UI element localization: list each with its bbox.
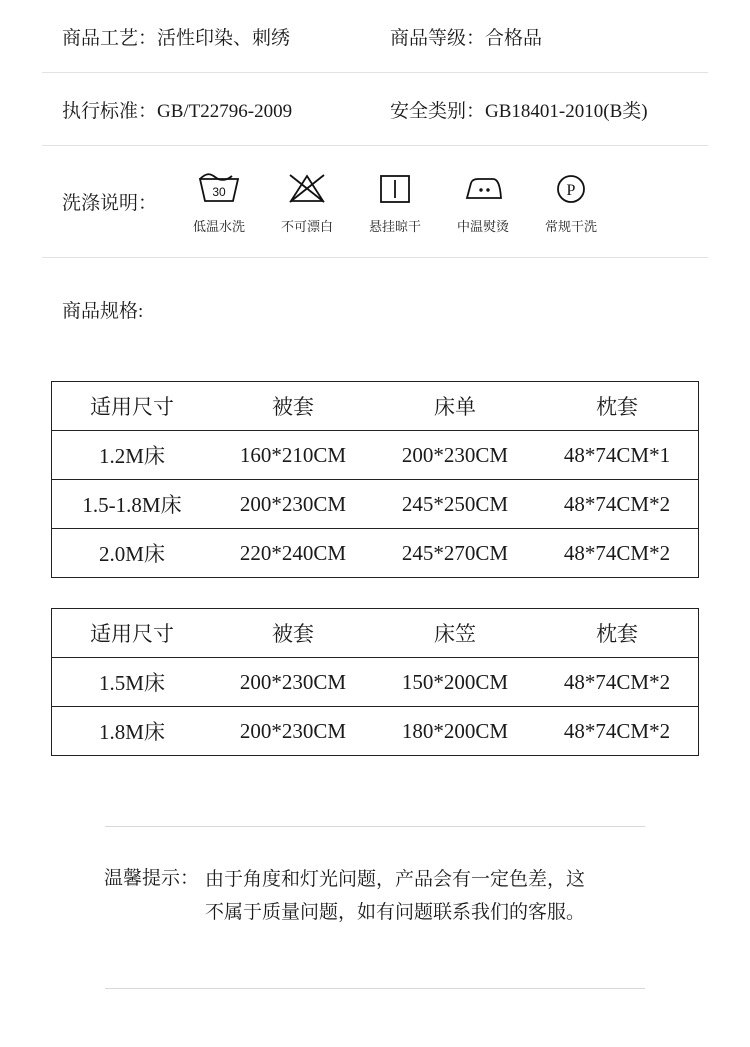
table-cell: 1.5M床 [52, 658, 213, 707]
column-header: 枕套 [536, 609, 699, 658]
care-item-label: 中温熨烫 [457, 219, 510, 234]
line-dry-icon [372, 168, 418, 208]
table-row [52, 480, 699, 529]
table-cell: 48*74CM*2 [563, 718, 671, 743]
tips-line: 不属于质量问题，如有问题联系我们的客服。 [205, 902, 586, 924]
iron-medium-icon [460, 168, 506, 208]
divider [105, 826, 645, 827]
table-cell: 150*200CM [374, 658, 536, 707]
table-cell: 48*74CM*2 [536, 658, 699, 707]
divider [105, 988, 645, 989]
care-item [263, 168, 351, 235]
tips-section [42, 863, 708, 930]
care-item-label: 低温水洗 [193, 219, 246, 234]
tips-line: 由于角度和灯光问题，产品会有一定色差，这 [205, 869, 586, 890]
column-header: 适用尺寸 [52, 609, 213, 658]
table-row [52, 658, 699, 707]
wash-care-row [42, 146, 708, 258]
table-cell: 48*74CM*1 [536, 431, 699, 480]
column-header: 床笠 [374, 609, 536, 658]
column-header: 被套 [212, 382, 374, 431]
svg-text:30: 30 [212, 185, 226, 199]
attribute-label: 安全类别： [390, 100, 486, 122]
svg-text:P: P [566, 182, 576, 199]
attribute-label: 商品等级： [390, 27, 486, 49]
care-item [527, 168, 615, 235]
spec-heading: 商品规格: [62, 301, 144, 322]
column-header: 枕套 [536, 382, 699, 431]
column-header: 床单 [374, 382, 536, 431]
table-cell: 220*240CM [239, 540, 347, 565]
table-row [52, 529, 699, 578]
table-cell: 200*230CM [374, 431, 536, 480]
table-row [52, 707, 699, 756]
dryclean-p-icon [548, 168, 594, 208]
tips-label: 温馨提示： [104, 868, 200, 889]
attribute-row [42, 73, 708, 146]
table-cell: 200*230CM [212, 480, 374, 529]
table-cell: 48*74CM*2 [563, 540, 671, 565]
attribute-standard [42, 96, 390, 123]
column-header: 被套 [212, 609, 374, 658]
table-header-row [52, 382, 699, 431]
attribute-value: GB18401-2010(B类) [485, 100, 648, 122]
care-item [175, 168, 263, 235]
table-cell: 48*74CM*2 [536, 480, 699, 529]
table-cell: 200*230CM [239, 718, 347, 743]
care-item-label: 常规干洗 [545, 219, 598, 234]
table-cell: 245*270CM [401, 540, 509, 565]
table-cell: 1.5-1.8M床 [52, 480, 213, 529]
spec-table-quilt-fitted [51, 608, 699, 756]
table-cell: 180*200CM [401, 718, 509, 743]
table-cell: 160*210CM [212, 431, 374, 480]
attribute-row [42, 0, 708, 73]
care-item [439, 168, 527, 235]
table-cell: 1.8M床 [99, 720, 165, 744]
column-header: 适用尺寸 [52, 382, 213, 431]
care-item-label: 不可漂白 [281, 219, 334, 234]
attribute-grade [390, 23, 542, 50]
wash-30-icon [196, 168, 242, 208]
care-item-label: 悬挂晾干 [369, 219, 422, 234]
table-row [52, 431, 699, 480]
table-cell: 2.0M床 [99, 542, 165, 566]
wash-care-items [175, 168, 615, 235]
attribute-craft [42, 23, 390, 50]
no-bleach-icon [284, 168, 330, 208]
spec-table-quilt-sheet [51, 381, 699, 578]
table-cell: 200*230CM [212, 658, 374, 707]
attribute-value: 合格品 [485, 27, 543, 49]
attribute-label: 执行标准： [62, 100, 158, 122]
attribute-label: 商品工艺： [62, 27, 158, 49]
attribute-safety-category [390, 96, 648, 123]
wash-care-label: 洗涤说明： [62, 193, 158, 214]
table-cell: 245*250CM [374, 480, 536, 529]
attribute-value: 活性印染、刺绣 [157, 27, 291, 49]
attribute-value: GB/T22796-2009 [157, 100, 293, 122]
table-cell: 1.2M床 [52, 431, 213, 480]
table-header-row [52, 609, 699, 658]
tips-body [205, 863, 585, 930]
care-item [351, 168, 439, 235]
